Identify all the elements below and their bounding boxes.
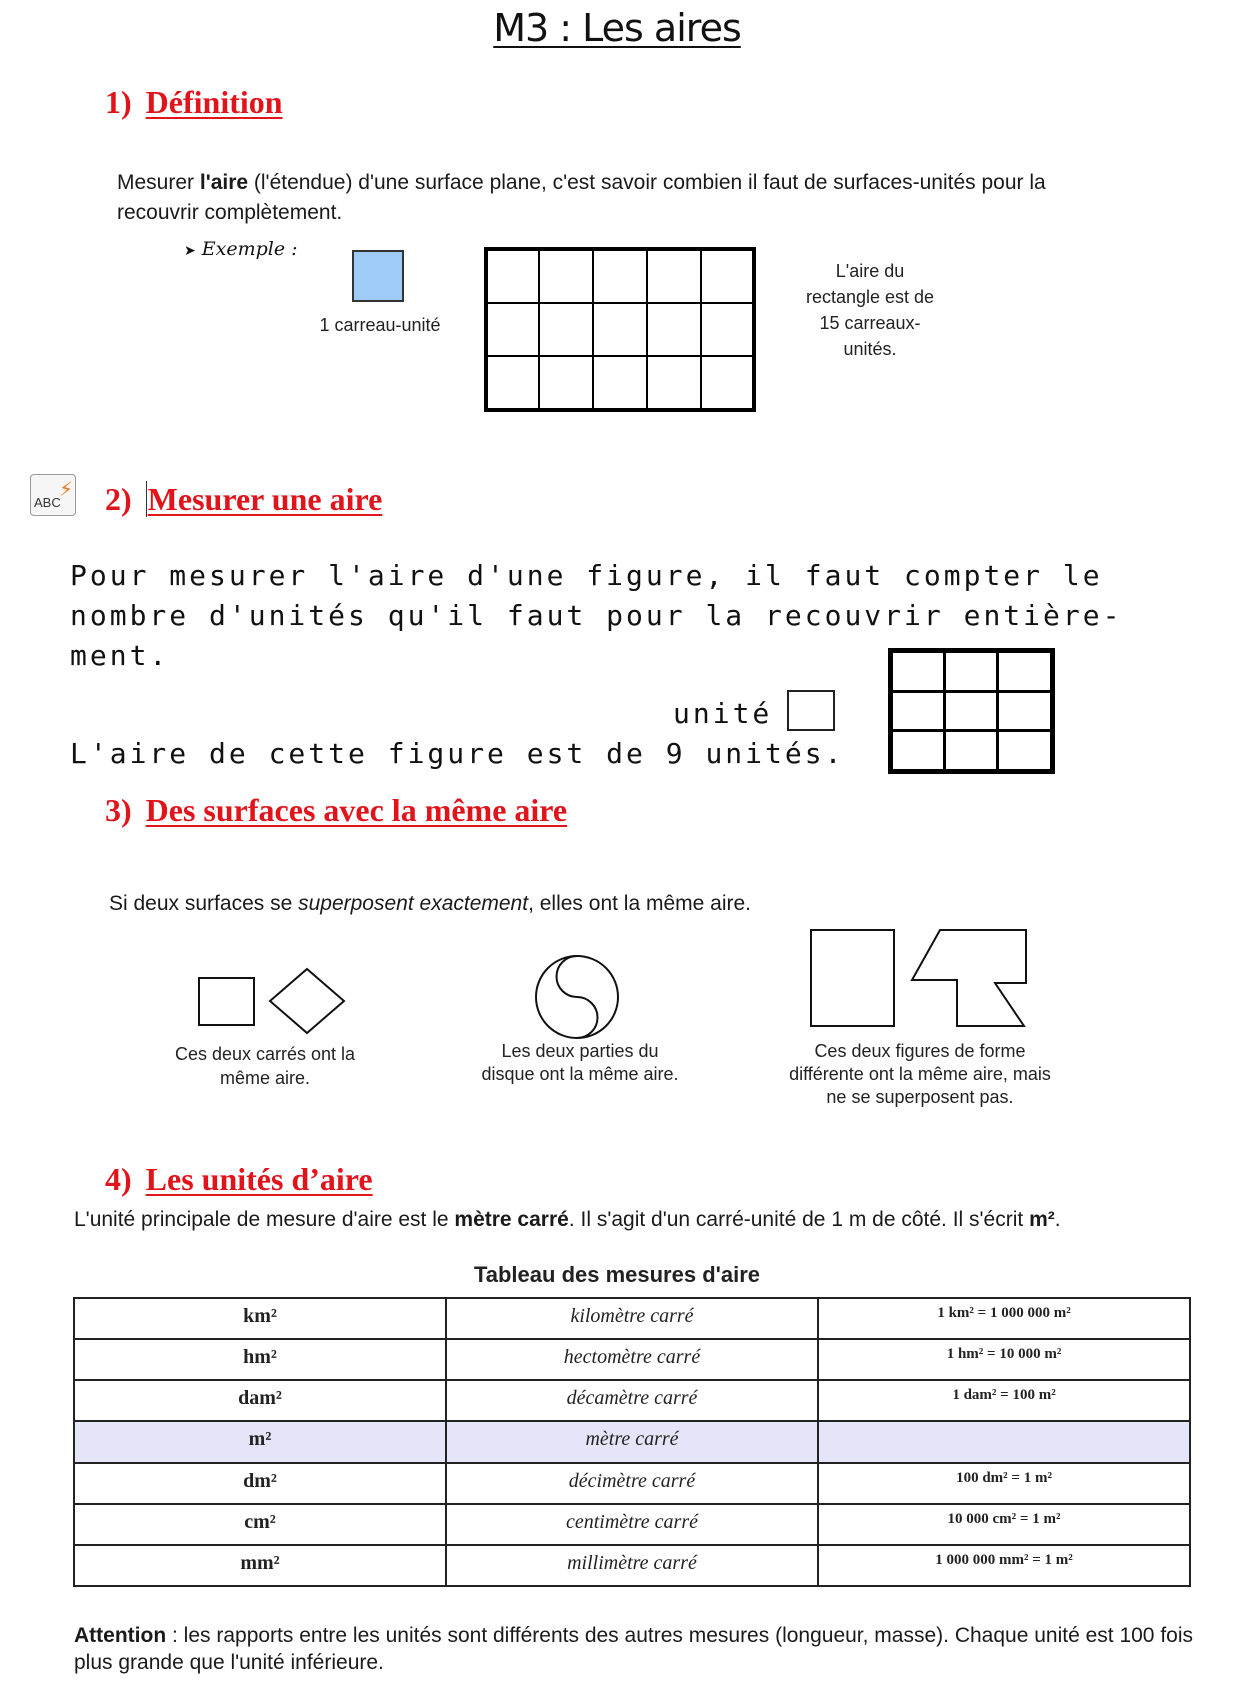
unit-symbol: m² — [74, 1421, 446, 1462]
lightning-icon: ⚡ — [59, 479, 74, 501]
attention-text: : les rapports entre les unités sont différents des autres mesures (longueur, masse). Chaque unité est 100 fois plus grande que l'unité inférieure. — [74, 1624, 1193, 1674]
unit-caption: 1 carreau-unité — [319, 315, 441, 335]
unit-symbol: km² — [74, 1298, 446, 1339]
table-row — [74, 1463, 1190, 1504]
example-label-text: Exemple : — [201, 238, 298, 260]
s2-line-1: Pour mesurer l'aire d'une figure, il faut compter le — [70, 559, 1103, 592]
s3-para-after: , elles ont la même aire. — [528, 892, 752, 915]
s1-para-after: (l'étendue) d'une surface plane, c'est savoir combien il faut de surfaces-unités pour la recouvrir complètement. — [117, 171, 1046, 224]
section-3-paragraph — [109, 889, 1109, 919]
same-area-figures — [0, 920, 1234, 1040]
section-1-title: Définition — [145, 84, 283, 120]
s2-line-3: ment. — [70, 639, 170, 672]
section-3-heading — [105, 792, 567, 829]
s1-para-bold: l'aire — [199, 171, 249, 194]
table-row — [74, 1545, 1190, 1586]
figure-grid-9 — [888, 648, 1055, 774]
example-label — [184, 238, 298, 260]
caption-disc: Les deux parties du disque ont la même aire. — [481, 1041, 679, 1084]
bullet-arrow-icon: ➤ — [184, 243, 196, 259]
unit-label: unité — [673, 697, 773, 730]
section-4-heading — [105, 1161, 373, 1198]
table-title: Tableau des mesures d'aire — [473, 1262, 761, 1287]
result-line-3: 15 carreaux- — [819, 313, 921, 333]
s4-para-end: . — [1054, 1208, 1061, 1231]
section-2-title: Mesurer une aire — [147, 481, 383, 517]
unit-symbol: dm² — [74, 1463, 446, 1504]
result-line-1: L'aire du — [835, 261, 905, 281]
table-row — [74, 1504, 1190, 1545]
s2-result: L'aire de cette figure est de 9 unités. — [70, 737, 845, 770]
unit-name: hectomètre carré — [446, 1339, 818, 1380]
square-shape — [199, 978, 254, 1025]
table-row-highlighted — [74, 1421, 1190, 1462]
unit-box — [787, 690, 835, 731]
unit-name: décamètre carré — [446, 1380, 818, 1421]
irregular-shape — [912, 930, 1026, 1026]
unit-name: kilomètre carré — [446, 1298, 818, 1339]
unit-conversion: 1 km² = 1 000 000 m² — [818, 1298, 1190, 1339]
unit-conversion — [818, 1421, 1190, 1462]
rectangle-area-result — [780, 258, 960, 362]
s2-line-2: nombre d'unités qu'il faut pour la recouvrir entière- — [70, 599, 1123, 632]
s3-para-italic: superposent exactement — [298, 892, 529, 915]
unit-conversion: 1 000 000 mm² = 1 m² — [818, 1545, 1190, 1586]
unit-symbol: hm² — [74, 1339, 446, 1380]
result-line-2: rectangle est de — [805, 287, 935, 307]
s3-para-before: Si deux surfaces se — [109, 892, 299, 915]
section-2-number: 2) — [105, 481, 132, 517]
page-title — [0, 6, 1234, 50]
section-1-heading — [105, 84, 283, 121]
section-1-number: 1) — [105, 84, 132, 120]
diamond-shape — [270, 969, 344, 1033]
page-title-text: M3 : Les aires — [493, 6, 741, 50]
table-row — [74, 1380, 1190, 1421]
unit-symbol: mm² — [74, 1545, 446, 1586]
attention-note — [74, 1622, 1204, 1676]
unit-name: centimètre carré — [446, 1504, 818, 1545]
unit-name: décimètre carré — [446, 1463, 818, 1504]
unit-name: mètre carré — [446, 1421, 818, 1462]
area-units-table — [73, 1297, 1191, 1587]
caption-squares: Ces deux carrés ont la même aire. — [174, 1044, 356, 1088]
section-4-paragraph — [74, 1206, 1204, 1233]
section-1-paragraph — [117, 168, 1117, 228]
table-row — [74, 1298, 1190, 1339]
s4-para-bold2: m² — [1029, 1208, 1055, 1231]
unit-name: millimètre carré — [446, 1545, 818, 1586]
section-3-title: Des surfaces avec la même aire — [145, 792, 568, 828]
rectangle-shape — [811, 930, 894, 1026]
unit-square — [352, 250, 404, 302]
unit-conversion: 1 hm² = 10 000 m² — [818, 1339, 1190, 1380]
s4-para-before: L'unité principale de mesure d'aire est le — [74, 1208, 455, 1231]
table-row — [74, 1339, 1190, 1380]
s1-para-before: Mesurer — [117, 171, 200, 194]
section-4-title: Les unités d’aire — [145, 1161, 373, 1197]
s4-para-mid: . Il s'agit d'un carré-unité de 1 m de côté. Il s'écrit — [568, 1208, 1030, 1231]
rectangle-grid-15 — [484, 247, 756, 412]
caption-figures: Ces deux figures de forme différente ont la même aire, mais ne se superposent pas. — [789, 1041, 1051, 1107]
unit-symbol: cm² — [74, 1504, 446, 1545]
section-2-heading — [105, 481, 382, 518]
spellcheck-icon-label: ABC — [34, 495, 61, 510]
s4-para-bold: mètre carré — [454, 1208, 569, 1231]
unit-conversion: 10 000 cm² = 1 m² — [818, 1504, 1190, 1545]
section-4-number: 4) — [105, 1161, 132, 1197]
section-3-number: 3) — [105, 792, 132, 828]
unit-conversion: 1 dam² = 100 m² — [818, 1380, 1190, 1421]
unit-symbol: dam² — [74, 1380, 446, 1421]
attention-label: Attention — [74, 1624, 167, 1647]
unit-conversion: 100 dm² = 1 m² — [818, 1463, 1190, 1504]
result-line-4: unités. — [843, 339, 897, 359]
yin-yang-disc — [536, 956, 618, 1038]
spellcheck-icon[interactable] — [30, 474, 76, 516]
